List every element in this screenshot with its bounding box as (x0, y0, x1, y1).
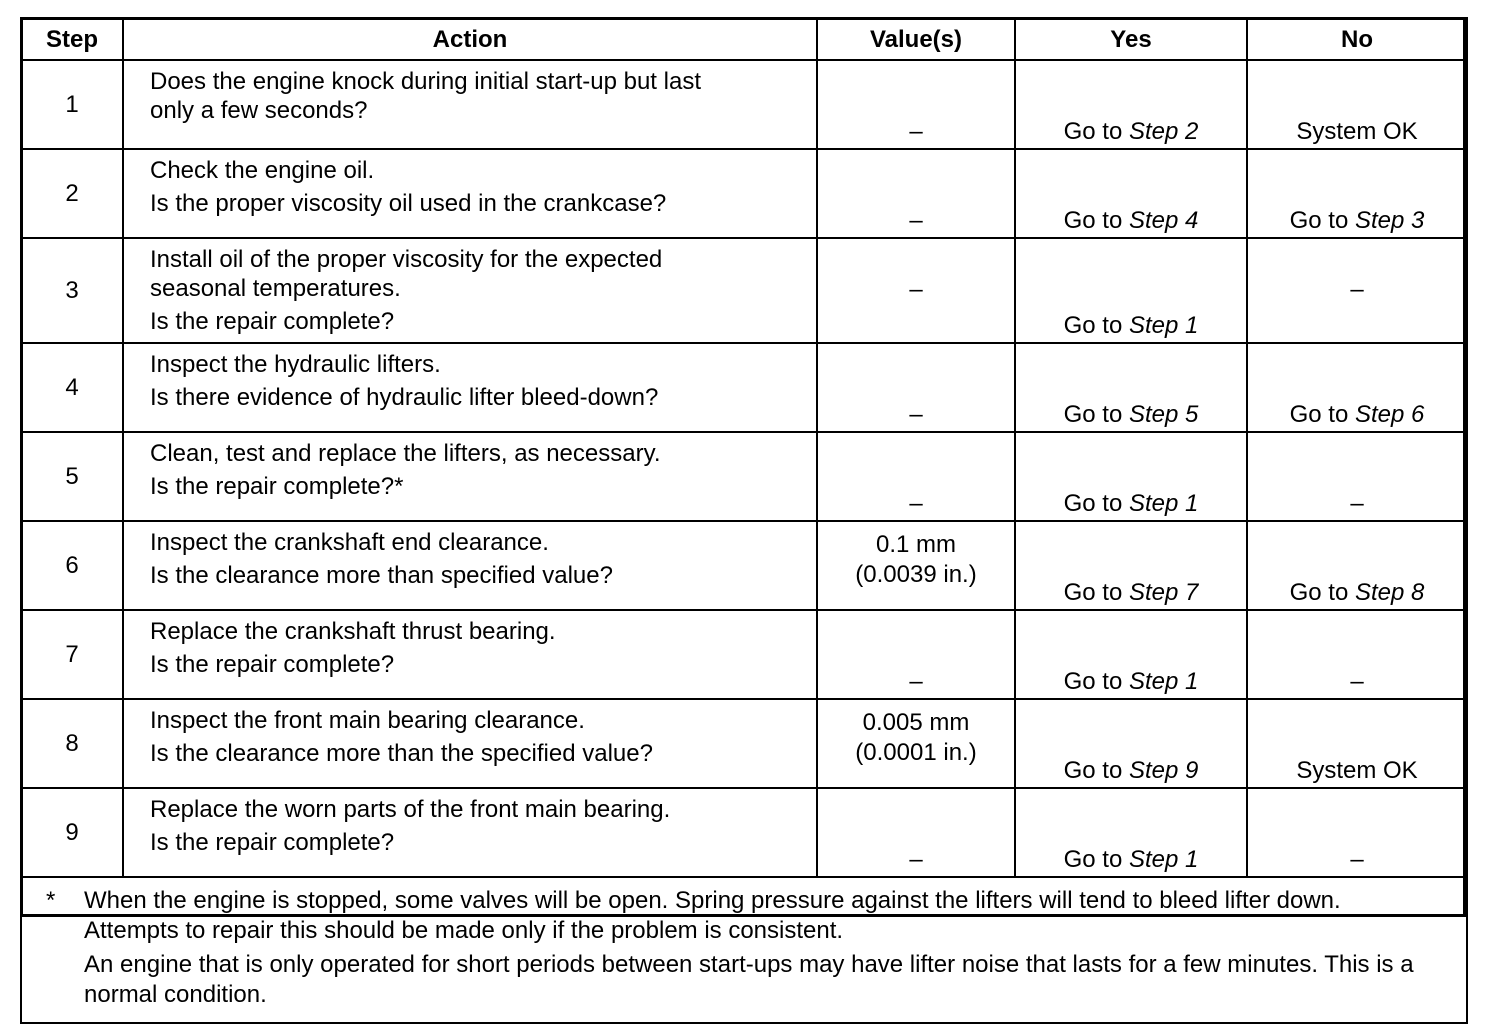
no-step-link: Step 8 (1354, 579, 1425, 606)
action-text: only a few seconds? (150, 97, 368, 124)
table-row (21, 149, 1467, 238)
step-number: 1 (21, 60, 123, 149)
yes-step-link: Step 5 (1128, 401, 1199, 428)
no-text: – (1350, 490, 1364, 517)
yes-cell (1015, 149, 1247, 238)
step-number: 7 (21, 610, 123, 699)
header-values: Value(s) (817, 18, 1015, 60)
no-text: System OK (1296, 118, 1418, 145)
yes-step-link: Step 4 (1128, 207, 1199, 234)
value-cell (817, 432, 1015, 521)
step-number: 5 (21, 432, 123, 521)
action-cell (123, 343, 817, 432)
no-text: Go to (1289, 579, 1355, 606)
action-text: Replace the worn parts of the front main bearing. (150, 796, 671, 823)
table-row (21, 343, 1467, 432)
no-step-link: Step 6 (1354, 401, 1425, 428)
yes-text: Go to (1063, 118, 1129, 145)
no-text: System OK (1296, 757, 1418, 784)
table-row (21, 60, 1467, 149)
yes-text: Go to (1063, 668, 1129, 695)
table-row (21, 610, 1467, 699)
action-question: Is the proper viscosity oil used in the crankcase? (150, 190, 667, 217)
action-question: Is the repair complete? (150, 651, 395, 678)
no-cell (1247, 238, 1467, 343)
no-text: Go to (1289, 401, 1355, 428)
value-text: – (909, 401, 923, 428)
no-cell (1247, 60, 1467, 149)
action-question: Is the repair complete?* (150, 473, 404, 500)
action-cell (123, 788, 817, 877)
action-cell (123, 149, 817, 238)
step-number: 4 (21, 343, 123, 432)
action-text: Clean, test and replace the lifters, as necessary. (150, 440, 661, 467)
no-text: Go to (1289, 207, 1355, 234)
value-text: – (909, 276, 923, 303)
footnote-cell (21, 877, 1467, 1023)
action-text: Install oil of the proper viscosity for the expected (150, 246, 663, 273)
yes-step-link: Step 1 (1128, 312, 1199, 339)
action-question: Is there evidence of hydraulic lifter bleed-down? (150, 384, 659, 411)
action-text: Inspect the hydraulic lifters. (150, 351, 441, 378)
action-text: Inspect the crankshaft end clearance. (150, 529, 549, 556)
footnote-mark: * (46, 887, 56, 914)
no-text: – (1350, 668, 1364, 695)
header-step: Step (21, 18, 123, 60)
yes-text: Go to (1063, 490, 1129, 517)
action-text: Does the engine knock during initial start-up but last (150, 68, 701, 95)
table-row (21, 699, 1467, 788)
value-cell (817, 788, 1015, 877)
no-cell (1247, 788, 1467, 877)
header-action: Action (123, 18, 817, 60)
yes-text: Go to (1063, 312, 1129, 339)
yes-cell (1015, 788, 1247, 877)
action-question: Is the clearance more than specified value? (150, 562, 613, 589)
value-text: – (909, 846, 923, 873)
value-cell (817, 149, 1015, 238)
value-text: – (909, 207, 923, 234)
value-text: – (909, 118, 923, 145)
yes-cell (1015, 521, 1247, 610)
yes-step-link: Step 9 (1128, 757, 1199, 784)
yes-cell (1015, 343, 1247, 432)
footnote-row (21, 877, 1467, 1023)
table-row (21, 238, 1467, 343)
no-cell (1247, 149, 1467, 238)
no-step-link: Step 3 (1354, 207, 1425, 234)
yes-cell (1015, 60, 1247, 149)
action-cell (123, 521, 817, 610)
yes-step-link: Step 7 (1128, 579, 1199, 606)
value-cell (817, 699, 1015, 788)
table-body (21, 60, 1467, 877)
value-cell (817, 238, 1015, 343)
action-cell (123, 238, 817, 343)
action-question: Is the repair complete? (150, 829, 395, 856)
no-cell (1247, 699, 1467, 788)
yes-text: Go to (1063, 401, 1129, 428)
header-yes: Yes (1015, 18, 1247, 60)
yes-step-link: Step 1 (1128, 668, 1199, 695)
yes-step-link: Step 2 (1128, 118, 1199, 145)
table-row (21, 788, 1467, 877)
no-text: – (1350, 846, 1364, 873)
yes-text: Go to (1063, 757, 1129, 784)
value-text: (0.0039 in.) (855, 561, 977, 588)
yes-cell (1015, 238, 1247, 343)
no-cell (1247, 521, 1467, 610)
yes-text: Go to (1063, 207, 1129, 234)
yes-text: Go to (1063, 579, 1129, 606)
value-cell (817, 60, 1015, 149)
action-text: Replace the crankshaft thrust bearing. (150, 618, 556, 645)
value-text: 0.1 mm (875, 531, 956, 558)
yes-step-link: Step 1 (1128, 846, 1199, 873)
action-question: Is the clearance more than the specified value? (150, 740, 653, 767)
header-row (21, 18, 1467, 60)
table-row (21, 432, 1467, 521)
action-text: Inspect the front main bearing clearance. (150, 707, 585, 734)
value-cell (817, 521, 1015, 610)
step-number: 9 (21, 788, 123, 877)
action-question: Is the repair complete? (150, 308, 395, 335)
action-cell (123, 432, 817, 521)
value-text: 0.005 mm (862, 709, 970, 736)
yes-cell (1015, 432, 1247, 521)
yes-step-link: Step 1 (1128, 490, 1199, 517)
action-cell (123, 699, 817, 788)
footnote-paragraph: When the engine is stopped, some valves will be open. Spring pressure against the lifters will tend to bleed lifter down. Attempts to repair this should be made only if the problem is consistent. (84, 887, 1341, 944)
footnote-text (84, 886, 1436, 1014)
footnote-paragraph: An engine that is only operated for short periods between start-ups may have lifter noise that lasts for a few minutes. This is a normal condition. (84, 951, 1414, 1008)
yes-text: Go to (1063, 846, 1129, 873)
yes-cell (1015, 699, 1247, 788)
no-text: – (1350, 276, 1364, 303)
action-cell (123, 610, 817, 699)
table-row (21, 521, 1467, 610)
yes-cell (1015, 610, 1247, 699)
no-cell (1247, 432, 1467, 521)
step-number: 8 (21, 699, 123, 788)
value-text: (0.0001 in.) (855, 739, 977, 766)
action-text: seasonal temperatures. (150, 275, 401, 302)
diagnostic-table (20, 17, 1468, 1024)
no-cell (1247, 343, 1467, 432)
header-no: No (1247, 18, 1467, 60)
value-cell (817, 343, 1015, 432)
value-text: – (909, 490, 923, 517)
value-text: – (909, 668, 923, 695)
step-number: 6 (21, 521, 123, 610)
action-cell (123, 60, 817, 149)
step-number: 3 (21, 238, 123, 343)
no-cell (1247, 610, 1467, 699)
action-text: Check the engine oil. (150, 157, 375, 184)
step-number: 2 (21, 149, 123, 238)
value-cell (817, 610, 1015, 699)
